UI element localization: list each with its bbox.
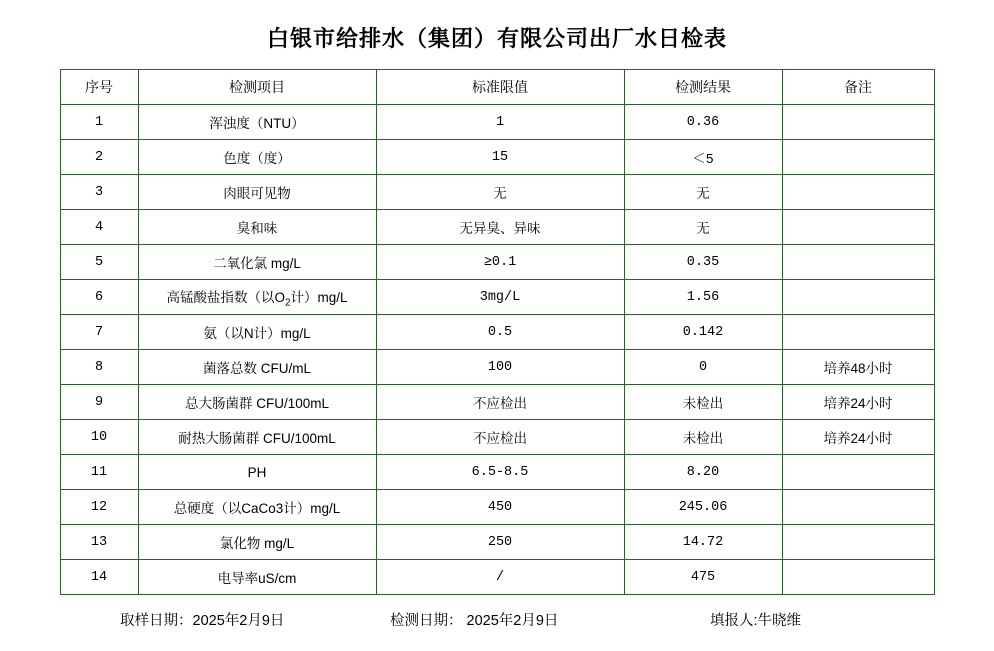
cell-note <box>782 140 934 175</box>
filled-by: 填报人:牛晓维 <box>710 613 802 629</box>
cell-item: 菌落总数 CFU/mL <box>138 350 376 385</box>
cell-no: 3 <box>60 175 138 210</box>
cell-note <box>782 105 934 140</box>
water-quality-table <box>60 69 935 595</box>
cell-note: 培养24小时 <box>782 420 934 455</box>
table-row <box>60 140 934 175</box>
cell-note <box>782 455 934 490</box>
cell-no: 9 <box>60 385 138 420</box>
table-row <box>60 280 934 315</box>
table-row <box>60 525 934 560</box>
cell-result: 0 <box>624 350 782 385</box>
table-row <box>60 175 934 210</box>
cell-item: 二氧化氯 mg/L <box>138 245 376 280</box>
cell-result: 0.35 <box>624 245 782 280</box>
cell-no: 14 <box>60 560 138 595</box>
cell-note <box>782 560 934 595</box>
table-row <box>60 385 934 420</box>
cell-note <box>782 490 934 525</box>
cell-item: 氯化物 mg/L <box>138 525 376 560</box>
cell-std: 0.5 <box>376 315 624 350</box>
column-header-note: 备注 <box>782 70 934 105</box>
cell-no: 11 <box>60 455 138 490</box>
table-row <box>60 350 934 385</box>
cell-item: 色度（度） <box>138 140 376 175</box>
cell-no: 13 <box>60 525 138 560</box>
cell-item: 浑浊度（NTU） <box>138 105 376 140</box>
cell-std: 不应检出 <box>376 385 624 420</box>
cell-std: / <box>376 560 624 595</box>
cell-no: 1 <box>60 105 138 140</box>
table-row <box>60 105 934 140</box>
test-date: 检测日期： 2025年2月9日 <box>390 613 559 629</box>
cell-result: 0.142 <box>624 315 782 350</box>
cell-note: 培养48小时 <box>782 350 934 385</box>
cell-item: 高锰酸盐指数（以$O_2$计）mg/L <box>138 280 376 315</box>
page-title: 白银市给排水（集团）有限公司出厂水日检表 <box>266 26 727 51</box>
cell-std: 3mg/L <box>376 280 624 315</box>
cell-no: 2 <box>60 140 138 175</box>
cell-result: 1.56 <box>624 280 782 315</box>
column-header-std: 标准限值 <box>376 70 624 105</box>
table-row <box>60 455 934 490</box>
cell-item: 臭和味 <box>138 210 376 245</box>
cell-item: 总大肠菌群 CFU/100mL <box>138 385 376 420</box>
table-row <box>60 560 934 595</box>
cell-item: 电导率uS/cm <box>138 560 376 595</box>
cell-no: 6 <box>60 280 138 315</box>
column-header-item: 检测项目 <box>138 70 376 105</box>
cell-std: 15 <box>376 140 624 175</box>
table-row <box>60 245 934 280</box>
table-row <box>60 490 934 525</box>
cell-result: 0.36 <box>624 105 782 140</box>
cell-item: 肉眼可见物 <box>138 175 376 210</box>
cell-no: 12 <box>60 490 138 525</box>
cell-std: 100 <box>376 350 624 385</box>
cell-result: 14.72 <box>624 525 782 560</box>
table-row <box>60 210 934 245</box>
column-header-no: 序号 <box>60 70 138 105</box>
cell-note <box>782 280 934 315</box>
cell-no: 7 <box>60 315 138 350</box>
cell-std: ≥0.1 <box>376 245 624 280</box>
cell-no: 8 <box>60 350 138 385</box>
cell-result: 未检出 <box>624 420 782 455</box>
cell-result: 8.20 <box>624 455 782 490</box>
cell-std: 无 <box>376 175 624 210</box>
cell-std: 1 <box>376 105 624 140</box>
cell-note <box>782 525 934 560</box>
cell-item: 总硬度（以CaCo3计）mg/L <box>138 490 376 525</box>
footer-row <box>60 595 934 630</box>
table-row <box>60 315 934 350</box>
cell-result: 无 <box>624 210 782 245</box>
cell-note <box>782 175 934 210</box>
table-body <box>60 105 934 595</box>
cell-std: 6.5-8.5 <box>376 455 624 490</box>
cell-no: 4 <box>60 210 138 245</box>
cell-result: 475 <box>624 560 782 595</box>
cell-result: 245.06 <box>624 490 782 525</box>
cell-item: 耐热大肠菌群 CFU/100mL <box>138 420 376 455</box>
cell-note <box>782 245 934 280</box>
cell-result: ＜5 <box>624 140 782 175</box>
cell-no: 5 <box>60 245 138 280</box>
cell-std: 450 <box>376 490 624 525</box>
cell-no: 10 <box>60 420 138 455</box>
cell-std: 不应检出 <box>376 420 624 455</box>
cell-item: PH <box>138 455 376 490</box>
cell-note <box>782 315 934 350</box>
cell-item: 氨（以N计）mg/L <box>138 315 376 350</box>
cell-result: 未检出 <box>624 385 782 420</box>
cell-std: 250 <box>376 525 624 560</box>
table-header-row <box>60 70 934 105</box>
cell-result: 无 <box>624 175 782 210</box>
column-header-result: 检测结果 <box>624 70 782 105</box>
cell-note: 培养24小时 <box>782 385 934 420</box>
cell-std: 无异臭、异味 <box>376 210 624 245</box>
sampling-date: 取样日期：2025年2月9日 <box>120 613 285 629</box>
table-row <box>60 420 934 455</box>
cell-note <box>782 210 934 245</box>
